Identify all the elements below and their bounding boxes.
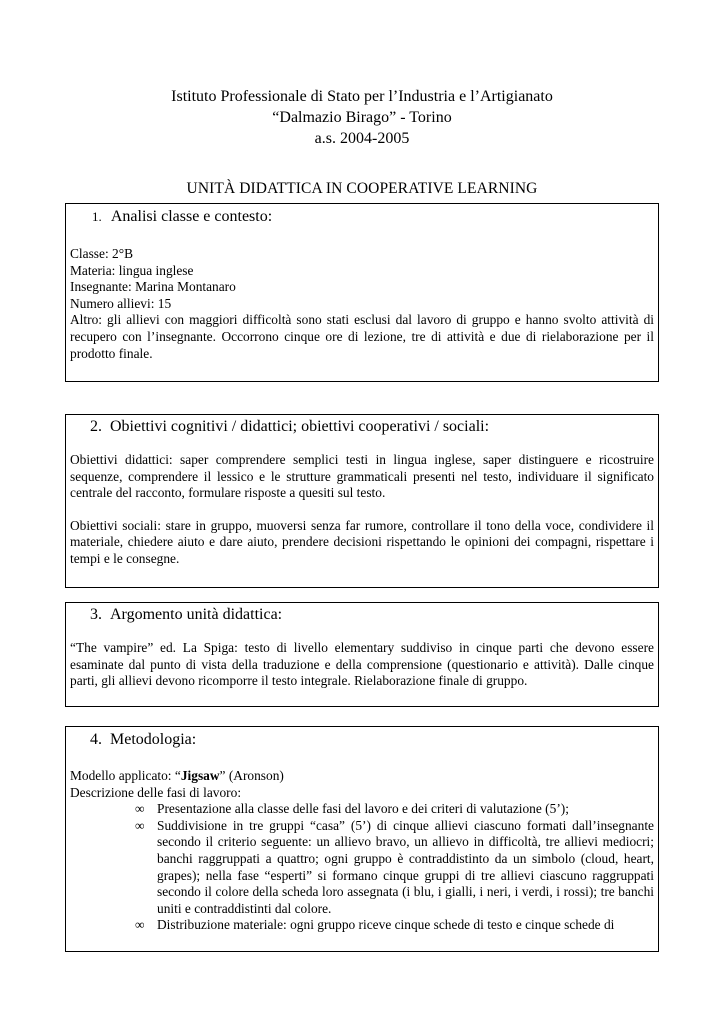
class-line: Classe: 2°B (70, 246, 134, 261)
section-heading (70, 730, 654, 750)
list-item: ∞ Presentazione alla classe delle fasi del lavoro e dei criteri di valutazione (5’); (135, 801, 569, 817)
subject-line: Materia: lingua inglese (70, 262, 194, 278)
section-heading (70, 417, 654, 437)
section-number: 3. (90, 606, 102, 623)
teacher-line: Insegnante: Marina Montanaro (70, 279, 236, 295)
section-title: Argomento unità didattica: (110, 606, 283, 623)
students-count-line: Numero allievi: 15 (70, 295, 172, 311)
section-body (70, 452, 654, 568)
document-title: UNITÀ DIDATTICA IN COOPERATIVE LEARNING (186, 180, 538, 197)
section-number: 4. (90, 731, 102, 748)
other-notes: Altro: gli allievi con maggiori difficoltà sono stati esclusi dal lavoro di gruppo e hanno svolto attività di recupero con l’insegnante. Occorrono cinque ore di lezione, tre di attività e due di rielaborazione per il prodotto finale. (70, 312, 654, 361)
school-name: Istituto Professionale di Stato per l’Industria e l’Artigianato (171, 88, 553, 105)
section-analisi-classe (65, 203, 659, 382)
school-year: a.s. 2004-2005 (314, 130, 410, 147)
section-body (70, 246, 654, 362)
section-body (70, 640, 654, 690)
section-argomento (65, 602, 659, 707)
phases-list (70, 801, 654, 934)
document-header (0, 86, 724, 199)
infinity-bullet-icon: ∞ (135, 817, 145, 833)
section-obiettivi (65, 414, 659, 588)
section-title: Obiettivi cognitivi / didattici; obiettivi cooperativi / sociali: (110, 418, 490, 435)
phases-label: Descrizione delle fasi di lavoro: (70, 784, 242, 800)
section-heading (70, 207, 654, 227)
list-item: ∞ Distribuzione materiale: ogni gruppo riceve cinque schede di testo e cinque schede di (135, 917, 615, 933)
infinity-bullet-icon: ∞ (135, 917, 145, 933)
social-objectives: Obiettivi sociali: stare in gruppo, muoversi senza far rumore, controllare il tono della voce, condividere il materiale, chiedere aiuto e dare aiuto, prendere decisioni rispettando le opinioni dei compagni, rispettare i tempi e le consegne. (70, 517, 654, 566)
section-number: 2. (90, 418, 102, 435)
section-heading (70, 605, 654, 625)
list-item: ∞ Suddivisione in tre gruppi “casa” (5’) di cinque allievi ciascuno formati dall’insegnante secondo il criterio seguente: un allievo bravo, un allievo in difficoltà, tre allievi mediocri; banchi raggruppati a quattro; ogni gruppo è contraddistinto da un simbolo (cloud, heart, grapes); nella fase “esperti” si formano cinque gruppi di tre allievi ciascuno raggruppati secondo il colore della scheda loro assegnata (i blu, i gialli, i neri, i verdi, i rossi); tre banchi uniti e contraddistinti dal colore. (135, 817, 654, 916)
model-line: Modello applicato: “Jigsaw” (Aronson) (70, 768, 284, 783)
model-name: Jigsaw (180, 768, 220, 783)
section-title: Metodologia: (110, 731, 197, 748)
section-title: Analisi classe e contesto: (110, 208, 273, 225)
section-metodologia (65, 726, 659, 952)
topic-text: “The vampire” ed. La Spiga: testo di livello elementary suddiviso in cinque parti che devono essere esaminate dal punto di vista della traduzione e della comprensione (questionario e attività). Dalle cinque parti, gli allievi devono ricomporre il testo integrale. Rielaborazione finale di gruppo. (70, 640, 654, 689)
school-location: “Dalmazio Birago” - Torino (272, 109, 452, 126)
section-number: 1. (92, 209, 102, 224)
section-body (70, 768, 654, 934)
didactic-objectives: Obiettivi didattici: saper comprendere semplici testi in lingua inglese, saper distinguere e ricostruire sequenze, comprendere il lessico e le strutture grammaticali presenti nel testo, individuare il significato centrale del racconto, formulare risposte a quesiti sul testo. (70, 452, 654, 501)
infinity-bullet-icon: ∞ (135, 801, 145, 817)
